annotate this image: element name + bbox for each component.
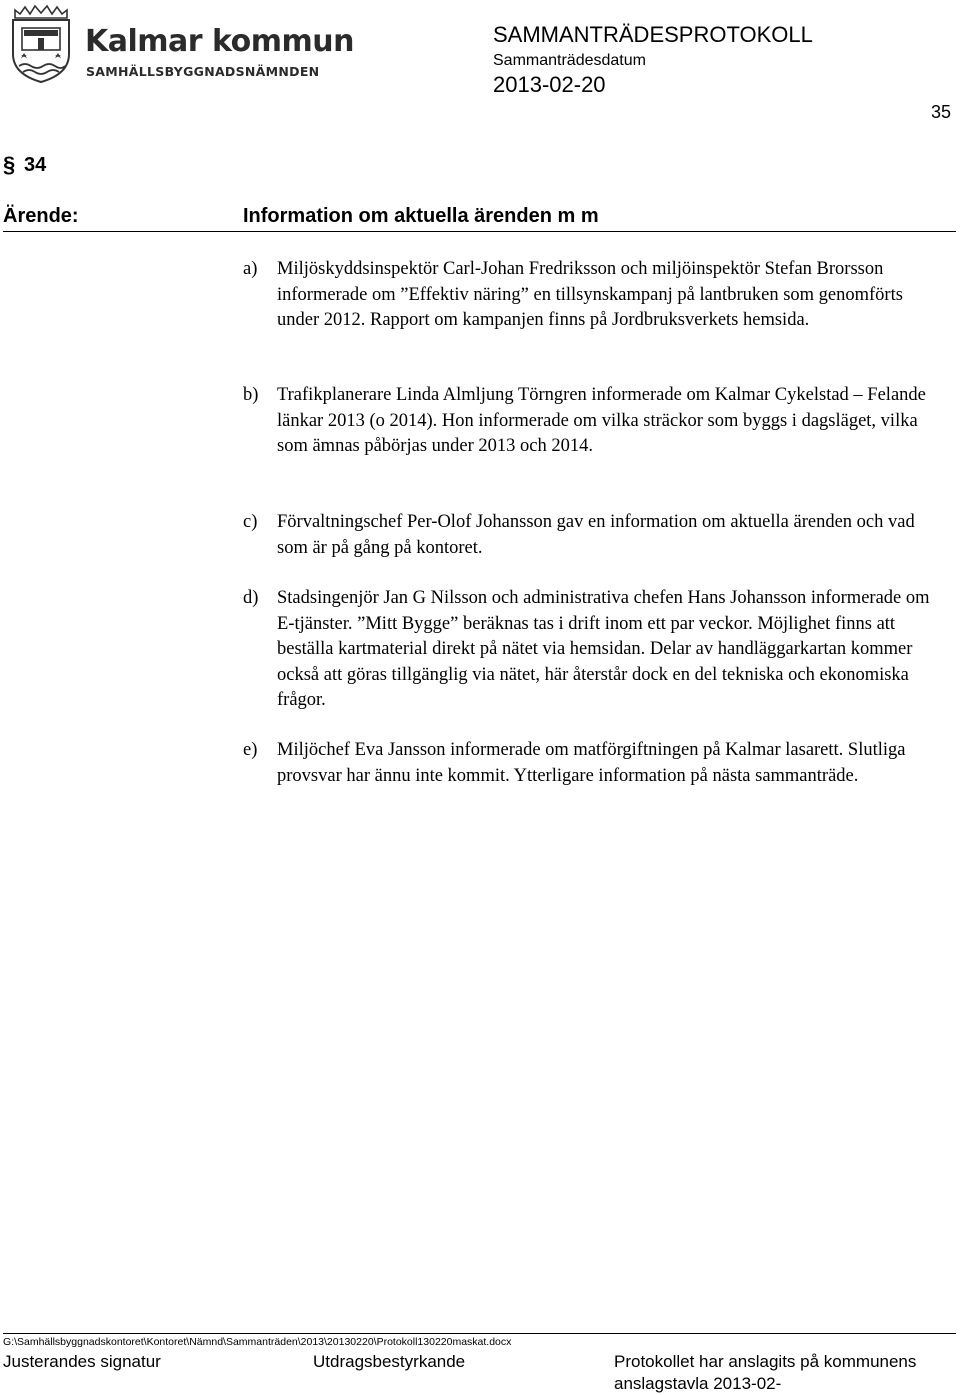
list-item <box>243 383 943 460</box>
matter-label: Ärende: <box>3 205 79 227</box>
list-item-marker: c) <box>243 512 258 532</box>
title-divider <box>3 231 956 232</box>
kalmar-coat-of-arms-icon <box>9 4 73 84</box>
footer-file-path: G:\Samhällsbyggnadskontoret\Kontoret\Nämnd\Sammanträden\2013\20130220\Protokoll130220maskat.docx <box>3 1336 512 1348</box>
list-item-marker: d) <box>243 588 259 608</box>
list-item-marker: b) <box>243 385 259 405</box>
list-item-text: Miljöchef Eva Jansson informerade om matförgiftningen på Kalmar lasarett. Slutliga provsvar har ännu inte kommit. Ytterligare information på nästa sammanträde. <box>277 740 906 786</box>
meeting-date-label: Sammanträdesdatum <box>493 52 646 69</box>
list-item <box>243 586 943 714</box>
footer-posting-date: anslagstavla 2013-02- <box>614 1374 782 1393</box>
list-item-text: Trafikplanerare Linda Almljung Törngren informerade om Kalmar Cykelstad – Felande länkar 2013 (o 2014). Hon informerade om vilka sträckor som byggs i dagsläget, vilka som ämnas påbörjas under 2013 och 2014. <box>277 385 926 456</box>
organization-name: Kalmar kommun <box>85 24 355 59</box>
footer-posting-note: Protokollet har anslagits på kommunens <box>614 1352 917 1371</box>
list-item <box>243 257 943 334</box>
organization-department: SAMHÄLLSBYGGNADSNÄMNDEN <box>86 64 320 79</box>
footer-divider <box>3 1333 956 1334</box>
paragraph-number: 34 <box>24 154 47 176</box>
list-item-marker: e) <box>243 740 258 760</box>
footer-justification-signature: Justerandes signatur <box>3 1352 161 1371</box>
list-item-marker: a) <box>243 259 258 279</box>
footer-extract-verification: Utdragsbestyrkande <box>313 1352 466 1371</box>
list-item-text: Förvaltningschef Per-Olof Johansson gav en information om aktuella ärenden och vad som är på gång på kontoret. <box>277 512 915 558</box>
list-item <box>243 510 943 561</box>
matter-title: Information om aktuella ärenden m m <box>243 205 599 227</box>
list-item <box>243 738 943 789</box>
paragraph-sign: § <box>3 152 16 177</box>
meeting-date: 2013-02-20 <box>493 72 606 97</box>
page-number: 35 <box>931 102 952 122</box>
list-item-text: Miljöskyddsinspektör Carl-Johan Fredriksson och miljöinspektör Stefan Brorsson informerade om ”Effektiv näring” en tillsynskampanj på lantbruken som genomförts under 2012. Rapport om kampanjen finns på Jordbruksverkets hemsida. <box>277 259 903 330</box>
list-item-text: Stadsingenjör Jan G Nilsson och administrativa chefen Hans Johansson informerade om E-tjänster. ”Mitt Bygge” beräknas tas i drift inom ett par veckor. Möjlighet finns att beställa kartmaterial direkt på nätet via hemsidan. Delar av handläggarkartan kommer också att göras tillgänglig via nätet, här återstår dock en del tekniska och ekonomiska frågor. <box>277 588 930 710</box>
document-type: SAMMANTRÄDESPROTOKOLL <box>493 22 813 47</box>
